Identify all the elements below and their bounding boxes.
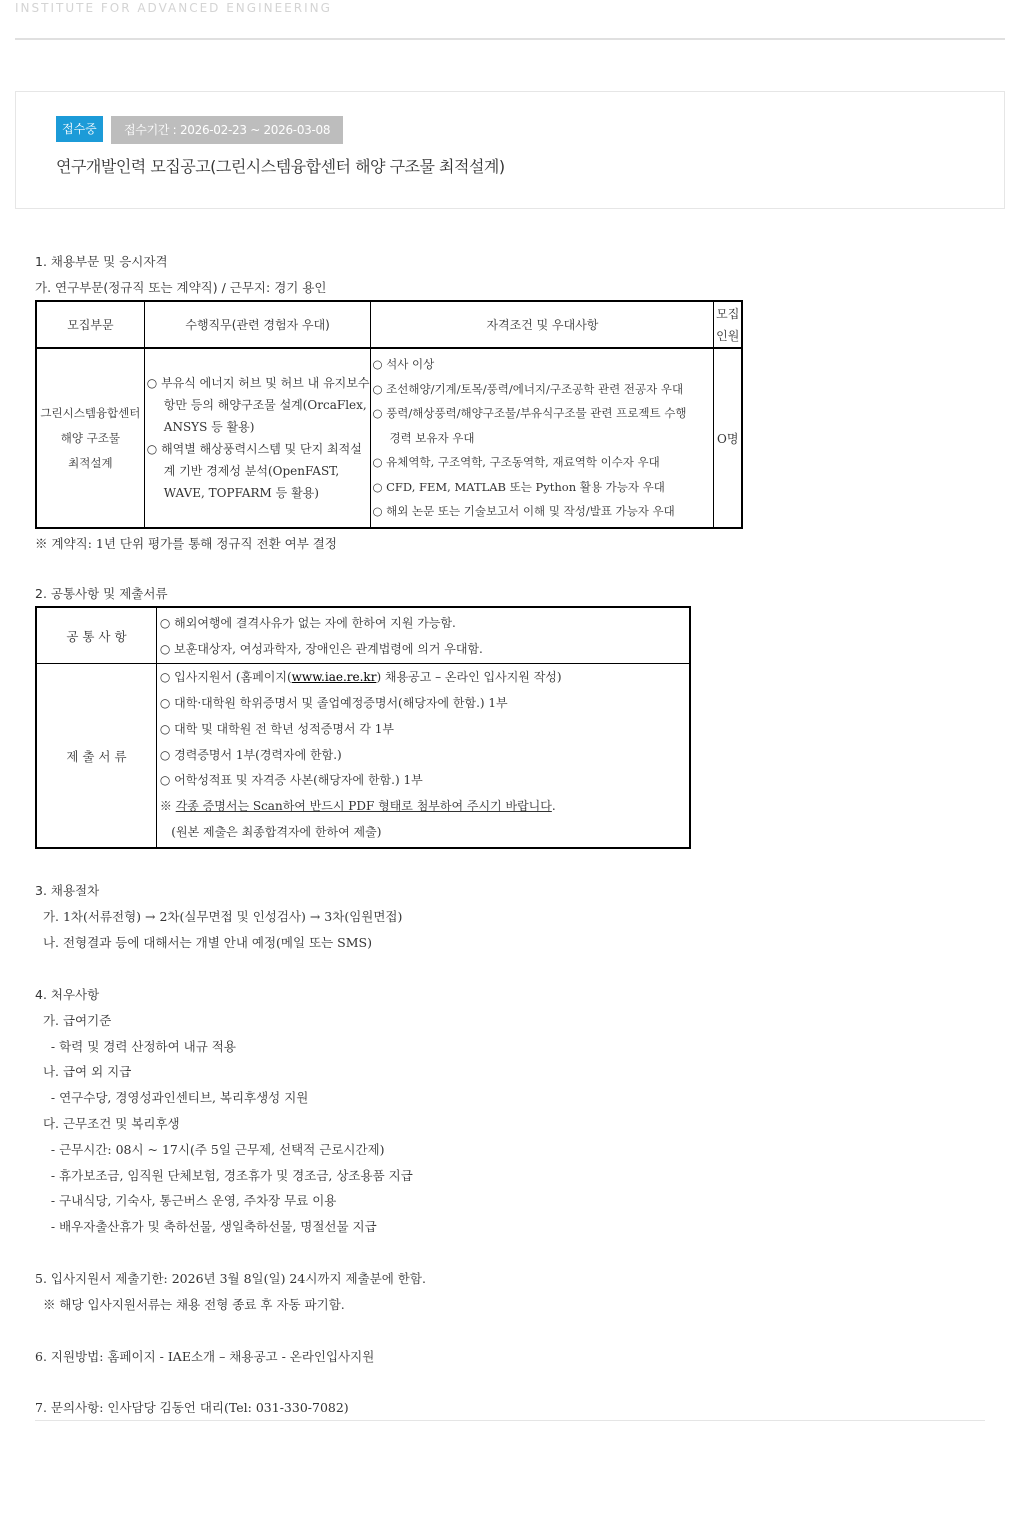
header-headcount-line2: 인원 [716, 328, 740, 343]
doc-item-text: ) 채용공고 – 온라인 입사지원 작성) [376, 669, 562, 684]
doc-note [160, 794, 689, 820]
doc-note-text: 각종 증명서는 Scan하여 반드시 PDF 형태로 첨부하여 주시기 바랍니다 [175, 799, 552, 814]
docs-items-cell [156, 664, 690, 849]
duty-line: 계 기반 경제성 분석(OpenFAST, [163, 464, 340, 478]
qualification-line: 경력 보유자 우대 [389, 430, 475, 445]
status-badge: 접수중 [56, 116, 103, 142]
division-line: 그린시스템융합센터 [40, 405, 141, 420]
section-4-heading: 4. 처우사항 [35, 987, 100, 1002]
section-5-heading: 5. 입사지원서 제출기한: 2026년 3월 8일(일) 24시까지 제출분에 한함. [35, 1271, 426, 1286]
common-row [36, 607, 690, 664]
duty-line: ANSYS 등 활용) [163, 420, 255, 434]
post-header [15, 91, 1005, 209]
section-4-item: - 배우자출산휴가 및 축하선물, 생일축하선물, 명절선물 지급 [35, 1219, 377, 1234]
qualification-line: ○ CFD, FEM, MATLAB 또는 Python 활용 가능자 우대 [372, 479, 665, 494]
doc-note-suffix: . [551, 799, 556, 814]
header-divider [15, 38, 1005, 40]
recruitment-table-row [36, 348, 742, 528]
doc-note-mark: ※ [159, 799, 176, 814]
section-3-item: 나. 전형결과 등에 대해서는 개별 안내 예정(메일 또는 SMS) [35, 935, 372, 950]
doc-item: ○ 어학성적표 및 자격증 사본(해당자에 한함.) 1부 [159, 773, 423, 788]
docs-label: 제 출 서 류 [36, 664, 156, 849]
section-4-item: 다. 근무조건 및 복리후생 [35, 1116, 180, 1131]
section-4-item: - 근무시간: 08시 ~ 17시(주 5일 근무제, 선택적 근로시간제) [35, 1142, 385, 1157]
contract-note: ※ 계약직: 1년 단위 평가를 통해 정규직 전환 여부 결정 [35, 536, 337, 551]
section-5-note: ※ 해당 입사지원서류는 채용 전형 종료 후 자동 파기함. [35, 1297, 345, 1312]
section-4-item: - 구내식당, 기숙사, 통근버스 운영, 주차장 무료 이용 [35, 1193, 337, 1208]
header-qualifications: 자격조건 및 우대사항 [371, 301, 714, 348]
duties-cell [144, 348, 371, 528]
content-bottom-divider [35, 1420, 985, 1421]
docs-row [36, 664, 690, 849]
section-3-heading: 3. 채용절차 [35, 883, 100, 898]
qualification-line: ○ 해외 논문 또는 기술보고서 이해 및 작성/발표 가능자 우대 [372, 504, 675, 519]
doc-item: ○ 대학·대학원 학위증명서 및 졸업예정증명서(해당자에 한함.) 1부 [159, 695, 508, 710]
common-item: ○ 해외여행에 결격사유가 없는 자에 한하여 지원 가능함. [159, 615, 456, 630]
doc-item-text: ○ 입사지원서 (홈페이지( [159, 669, 292, 684]
post-title: 연구개발인력 모집공고(그린시스템융합센터 해양 구조물 최적설계) [56, 157, 505, 176]
division-cell [36, 348, 144, 528]
site-name: INSTITUTE FOR ADVANCED ENGINEERING [15, 1, 332, 15]
qualification-line: ○ 석사 이상 [372, 357, 435, 372]
section-4-item: 나. 급여 외 지급 [35, 1064, 132, 1079]
section-4-item: - 연구수당, 경영성과인센티브, 복리후생성 지원 [35, 1090, 309, 1105]
homepage-link[interactable]: www.iae.re.kr [291, 669, 377, 684]
common-items-cell [156, 607, 690, 664]
duty-line: WAVE, TOPFARM 등 활용) [163, 486, 319, 500]
qualification-line: ○ 조선해양/기계/토목/풍력/에너지/구조공학 관련 전공자 우대 [372, 381, 684, 396]
application-period-badge: 접수기간 : 2026-02-23 ~ 2026-03-08 [111, 116, 343, 144]
header-headcount-line1: 모집 [716, 306, 740, 321]
common-label: 공 통 사 항 [36, 607, 156, 664]
division-line: 최적설계 [68, 455, 113, 470]
division-line: 해양 구조물 [60, 430, 120, 445]
common-docs-table [35, 606, 691, 849]
qualification-line: ○ 풍력/해상풍력/해양구조물/부유식구조물 관련 프로젝트 수행 [372, 406, 687, 421]
duty-line: 항만 등의 해양구조물 설계(OrcaFlex, [163, 398, 367, 412]
section-4-item: 가. 급여기준 [35, 1013, 112, 1028]
section-1-sub: 가. 연구부문(정규직 또는 계약직) / 근무지: 경기 용인 [35, 280, 327, 295]
qualifications-cell [371, 348, 714, 528]
duty-line: ○ 부유식 에너지 허브 및 허브 내 유지보수 [146, 376, 370, 390]
section-2-heading: 2. 공통사항 및 제출서류 [35, 586, 168, 601]
section-6-heading: 6. 지원방법: 홈페이지 - IAE소개 – 채용공고 - 온라인입사지원 [35, 1349, 375, 1364]
common-item: ○ 보훈대상자, 여성과학자, 장애인은 관계법령에 의거 우대함. [159, 641, 483, 656]
section-4-item: - 학력 및 경력 산정하여 내규 적용 [35, 1039, 236, 1054]
section-1-heading: 1. 채용부문 및 응시자격 [35, 254, 168, 269]
section-3-item: 가. 1차(서류전형) → 2차(실무면접 및 인성검사) → 3차(임원면접) [35, 909, 403, 924]
section-4-item: - 휴가보조금, 임직원 단체보험, 경조휴가 및 경조금, 상조용품 지급 [35, 1168, 413, 1183]
doc-item [160, 665, 689, 691]
duty-line: ○ 해역별 해상풍력시스템 및 단지 최적설 [146, 442, 362, 456]
doc-item: ○ 경력증명서 1부(경력자에 한함.) [159, 747, 342, 762]
recruitment-table [35, 300, 743, 529]
headcount-cell: O명 [714, 348, 742, 528]
recruitment-table-header [36, 301, 742, 348]
doc-item: ○ 대학 및 대학원 전 학년 성적증명서 각 1부 [159, 721, 394, 736]
header-division: 모집부문 [36, 301, 144, 348]
section-7-heading: 7. 문의사항: 인사담당 김동언 대리(Tel: 031-330-7082) [35, 1400, 349, 1415]
doc-note-2: (원본 제출은 최종합격자에 한하여 제출) [159, 825, 382, 840]
qualification-line: ○ 유체역학, 구조역학, 구조동역학, 재료역학 이수자 우대 [372, 455, 660, 470]
header-headcount [714, 301, 742, 348]
header-duties: 수행직무(관련 경험자 우대) [144, 301, 371, 348]
